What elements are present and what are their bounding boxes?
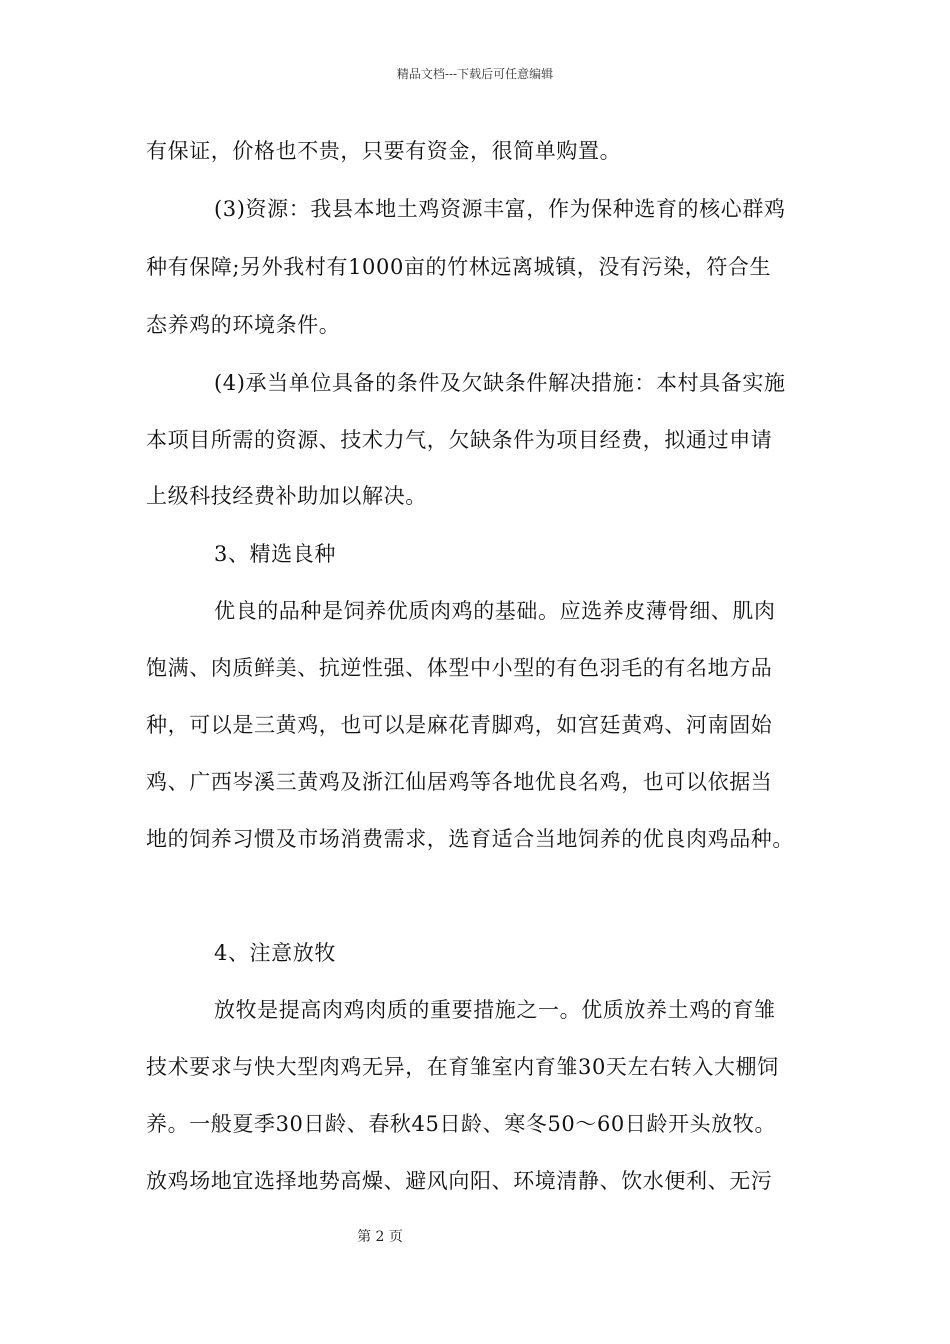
text-line: 优良的品种是饲养优质肉鸡的基础。应选养皮薄骨细、肌肉 [214,599,776,623]
section-heading: 3、精选良种 [214,542,336,566]
section-heading: 4、注意放牧 [214,941,336,965]
text-line: 饱满、肉质鲜美、抗逆性强、体型中小型的有色羽毛的有名地方品 [146,656,773,680]
page-header: 精品文档---下载后可任意编辑 [396,67,554,81]
text-line: 地的饲养习惯及市场消费需求，选育适合当地饲养的优良肉鸡品种。 [146,827,794,851]
text-line: 技术要求与快大型肉鸡无异，在育雏室内育雏30天左右转入大棚饲 [146,1055,779,1079]
text-line: 本项目所需的资源、技术力气，欠缺条件为项目经费，拟通过申请 [146,428,773,452]
text-line: 鸡、广西岑溪三黄鸡及浙江仙居鸡等各地优良名鸡，也可以依据当 [146,770,773,794]
text-line: (3)资源：我县本地土鸡资源丰富，作为保种选育的核心群鸡 [214,197,786,221]
text-line: 态养鸡的环境条件。 [146,313,341,337]
text-line: 种有保障;另外我村有1000亩的竹林远离城镇，没有污染，符合生 [146,255,772,279]
text-line: 有保证，价格也不贵，只要有资金，很简单购置。 [146,139,622,163]
text-line: 养。一般夏季30日龄、春秋45日龄、寒冬50～60日龄开头放牧。 [146,1112,777,1136]
text-line: 上级科技经费补助加以解决。 [146,484,427,508]
text-line: 放牧是提高肉鸡肉质的重要措施之一。优质放养土鸡的育雏 [214,998,776,1022]
text-line: 放鸡场地宜选择地势高燥、避风向阳、环境清静、饮水便利、无污 [146,1169,773,1193]
page-number: 第 2 页 [357,1229,403,1245]
text-line: 种，可以是三黄鸡，也可以是麻花青脚鸡，如宫廷黄鸡、河南固始 [146,713,773,737]
text-line: (4)承当单位具备的条件及欠缺条件解决措施：本村具备实施 [214,371,786,395]
